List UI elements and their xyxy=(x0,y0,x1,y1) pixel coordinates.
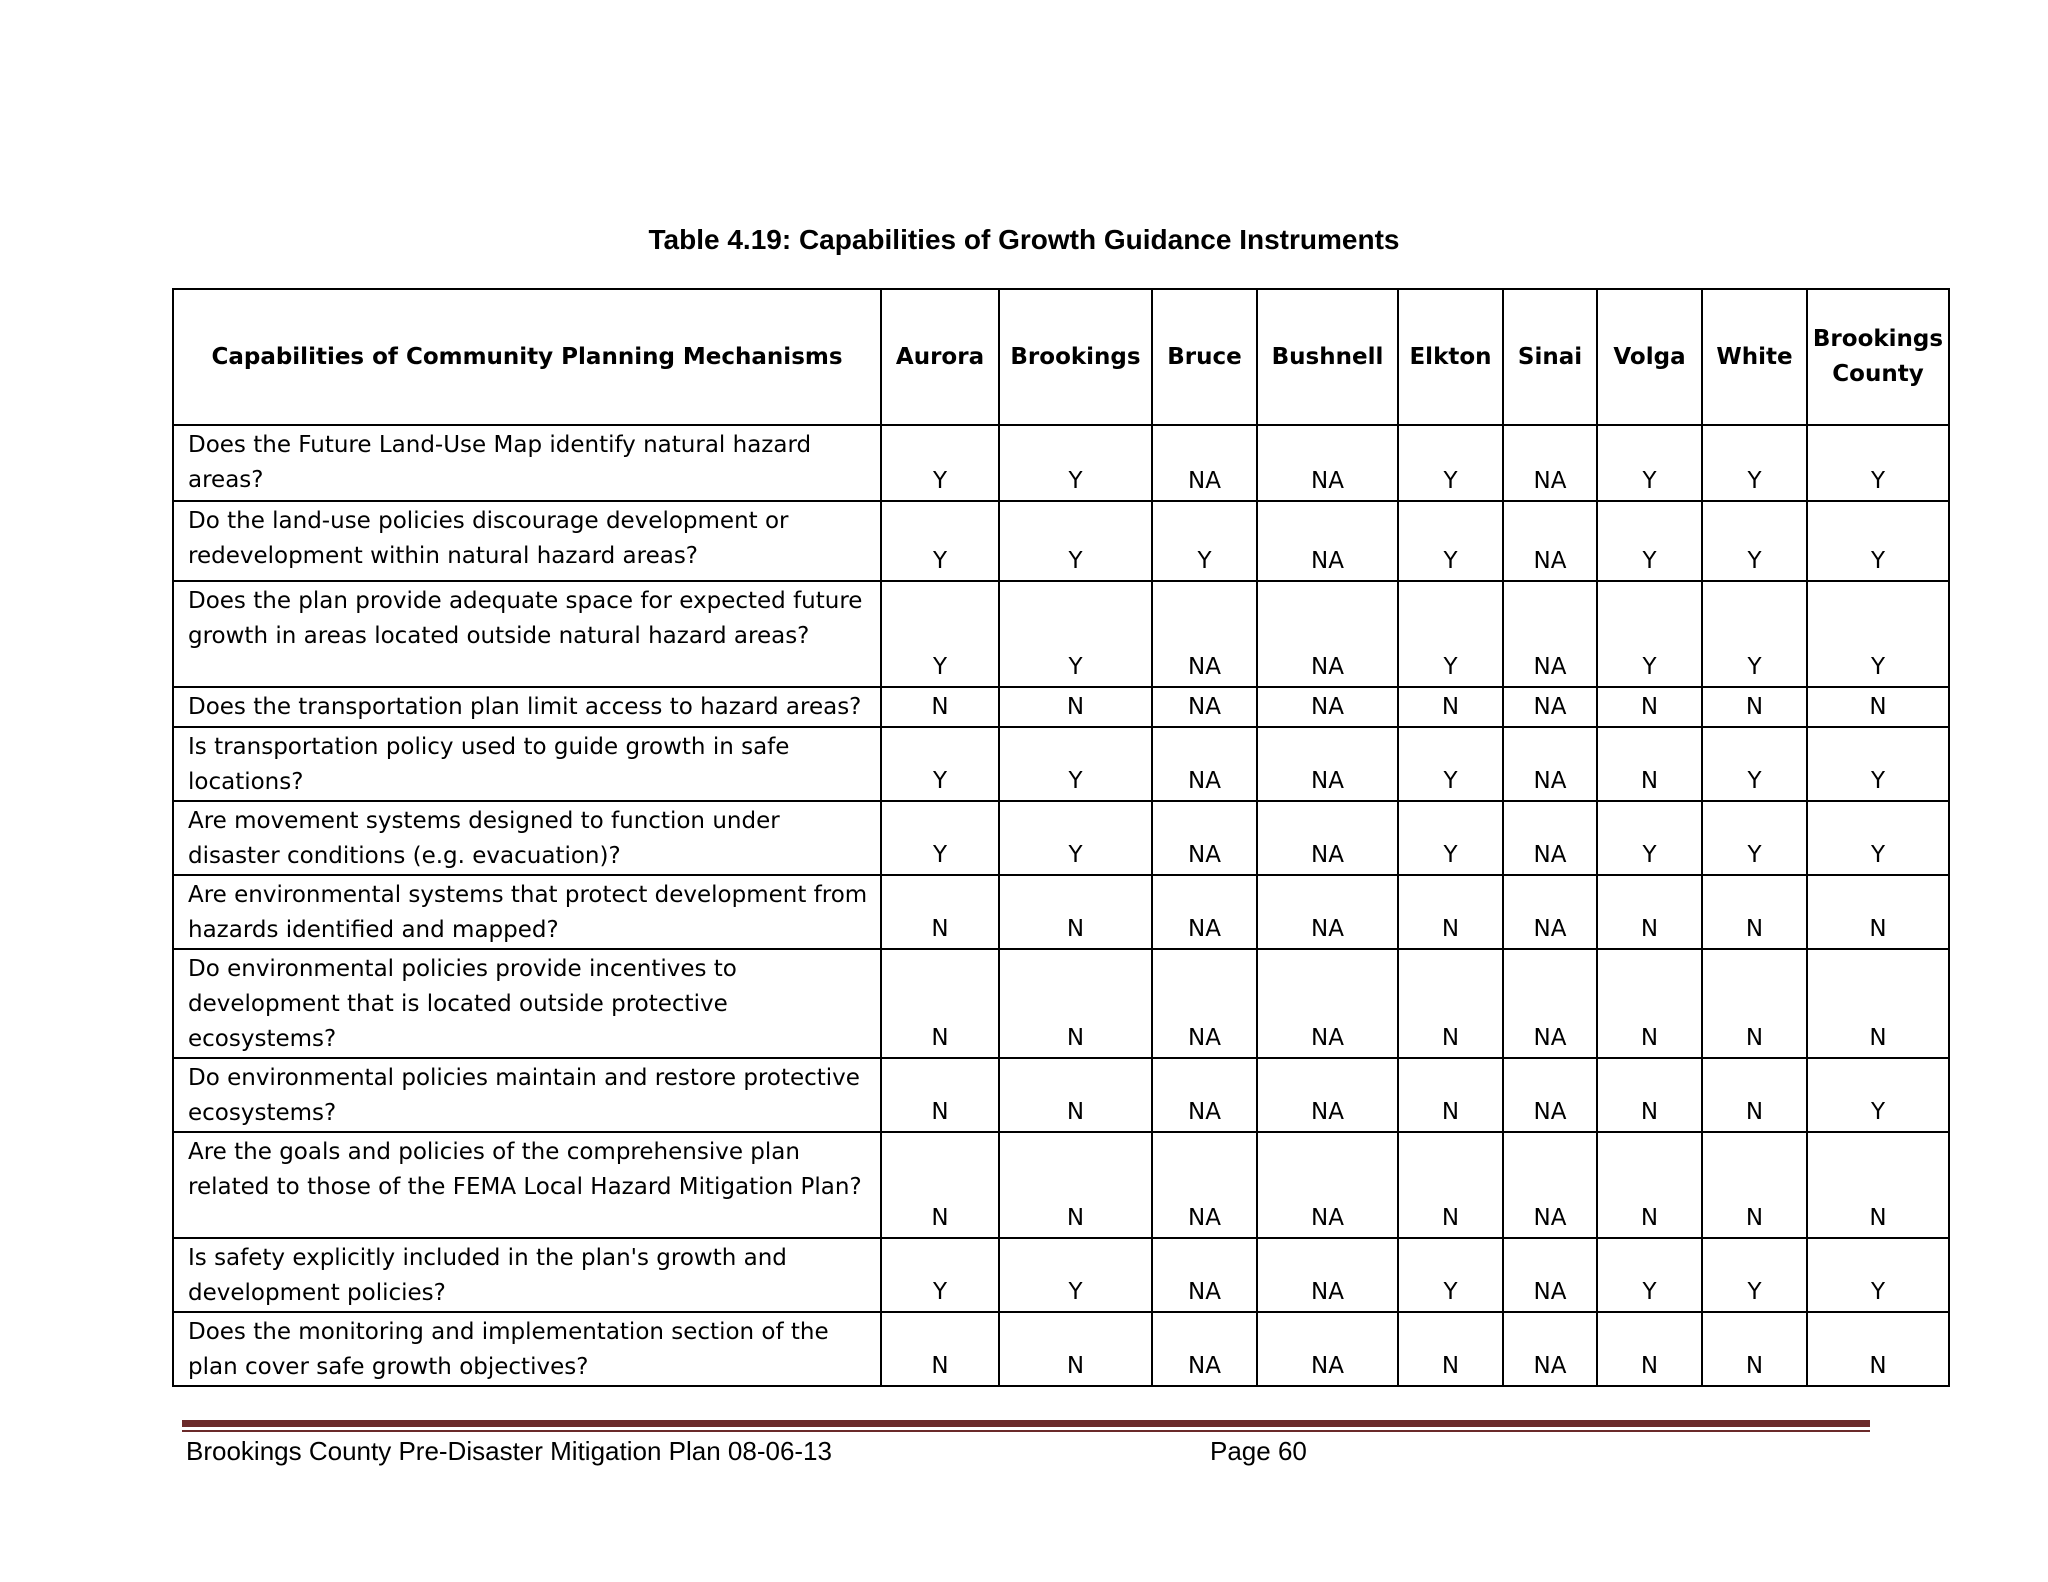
question-cell: Are the goals and policies of the comprehensive plan related to those of the FEMA Local Hazard Mitigation Plan? xyxy=(173,1132,881,1238)
value-cell: N xyxy=(1807,875,1949,949)
value-cell: Y xyxy=(881,425,999,501)
value-cell: NA xyxy=(1257,949,1398,1058)
value-cell: Y xyxy=(1702,425,1807,501)
value-cell: NA xyxy=(1503,1058,1597,1132)
value-cell: Y xyxy=(1398,501,1503,581)
value-cell: NA xyxy=(1503,727,1597,801)
column-header-bruce: Bruce xyxy=(1152,289,1257,425)
footer-page-number: Page 60 xyxy=(1210,1436,1307,1466)
value-cell: NA xyxy=(1152,425,1257,501)
value-cell: N xyxy=(1807,687,1949,727)
page-title: Table 4.19: Capabilities of Growth Guidance Instruments xyxy=(648,224,1400,255)
value-cell: Y xyxy=(1807,1058,1949,1132)
value-cell: NA xyxy=(1257,581,1398,687)
value-cell: NA xyxy=(1152,949,1257,1058)
question-cell: Is safety explicitly included in the plan's growth and development policies? xyxy=(173,1238,881,1312)
value-cell: Y xyxy=(999,581,1152,687)
value-cell: Y xyxy=(1398,727,1503,801)
value-cell: Y xyxy=(1597,581,1702,687)
value-cell: NA xyxy=(1152,875,1257,949)
value-cell: Y xyxy=(1702,581,1807,687)
value-cell: N xyxy=(1597,875,1702,949)
value-cell: NA xyxy=(1257,1132,1398,1238)
footer-document-name: Brookings County Pre-Disaster Mitigation Plan 08-06-13 xyxy=(186,1436,832,1466)
value-cell: NA xyxy=(1503,875,1597,949)
value-cell: Y xyxy=(999,1238,1152,1312)
value-cell: Y xyxy=(1807,727,1949,801)
value-cell: N xyxy=(1398,687,1503,727)
value-cell: Y xyxy=(999,501,1152,581)
value-cell: Y xyxy=(1807,801,1949,875)
value-cell: NA xyxy=(1152,727,1257,801)
value-cell: N xyxy=(1807,1132,1949,1238)
value-cell: N xyxy=(1597,1132,1702,1238)
column-header-capabilities: Capabilities of Community Planning Mechanisms xyxy=(173,289,881,425)
value-cell: N xyxy=(881,875,999,949)
value-cell: NA xyxy=(1503,1312,1597,1386)
value-cell: NA xyxy=(1503,801,1597,875)
value-cell: N xyxy=(999,1058,1152,1132)
value-cell: Y xyxy=(1807,501,1949,581)
value-cell: Y xyxy=(999,801,1152,875)
value-cell: N xyxy=(881,949,999,1058)
value-cell: N xyxy=(999,687,1152,727)
value-cell: Y xyxy=(1597,425,1702,501)
column-header-elkton: Elkton xyxy=(1398,289,1503,425)
value-cell: NA xyxy=(1152,687,1257,727)
table-body xyxy=(173,425,1949,1386)
value-cell: NA xyxy=(1503,425,1597,501)
value-cell: NA xyxy=(1257,727,1398,801)
column-header-white: White xyxy=(1702,289,1807,425)
question-cell: Are environmental systems that protect development from hazards identified and mapped? xyxy=(173,875,881,949)
value-cell: NA xyxy=(1257,801,1398,875)
table-row xyxy=(173,501,1949,581)
value-cell: N xyxy=(881,1132,999,1238)
value-cell: NA xyxy=(1257,1238,1398,1312)
value-cell: NA xyxy=(1152,1058,1257,1132)
value-cell: N xyxy=(1398,875,1503,949)
value-cell: N xyxy=(1807,949,1949,1058)
value-cell: NA xyxy=(1152,1312,1257,1386)
column-header-aurora: Aurora xyxy=(881,289,999,425)
question-cell: Does the Future Land-Use Map identify natural hazard areas? xyxy=(173,425,881,501)
value-cell: NA xyxy=(1152,801,1257,875)
value-cell: Y xyxy=(881,581,999,687)
value-cell: Y xyxy=(1702,501,1807,581)
table-row xyxy=(173,727,1949,801)
question-cell: Do the land-use policies discourage development or redevelopment within natural hazard areas? xyxy=(173,501,881,581)
value-cell: N xyxy=(999,875,1152,949)
value-cell: Y xyxy=(1807,425,1949,501)
value-cell: NA xyxy=(1503,949,1597,1058)
value-cell: N xyxy=(1702,1058,1807,1132)
value-cell: N xyxy=(999,1132,1152,1238)
capabilities-table xyxy=(172,288,1950,1387)
value-cell: Y xyxy=(1398,581,1503,687)
value-cell: N xyxy=(1702,875,1807,949)
value-cell: Y xyxy=(1398,425,1503,501)
value-cell: N xyxy=(999,1312,1152,1386)
value-cell: N xyxy=(881,1058,999,1132)
table-row xyxy=(173,1132,1949,1238)
footer-rule-thin xyxy=(182,1430,1870,1432)
value-cell: Y xyxy=(1152,501,1257,581)
value-cell: Y xyxy=(1702,801,1807,875)
table-row xyxy=(173,875,1949,949)
value-cell: N xyxy=(1398,1132,1503,1238)
value-cell: N xyxy=(1597,1312,1702,1386)
value-cell: NA xyxy=(1257,1312,1398,1386)
column-header-brookings-county: Brookings County xyxy=(1807,289,1949,425)
value-cell: N xyxy=(881,1312,999,1386)
value-cell: Y xyxy=(881,501,999,581)
value-cell: Y xyxy=(999,425,1152,501)
value-cell: NA xyxy=(1503,581,1597,687)
table-row xyxy=(173,801,1949,875)
value-cell: NA xyxy=(1257,1058,1398,1132)
value-cell: NA xyxy=(1152,1132,1257,1238)
value-cell: Y xyxy=(1398,1238,1503,1312)
column-header-volga: Volga xyxy=(1597,289,1702,425)
question-cell: Does the transportation plan limit access to hazard areas? xyxy=(173,687,881,727)
table-row xyxy=(173,687,1949,727)
value-cell: N xyxy=(1398,949,1503,1058)
question-cell: Are movement systems designed to function under disaster conditions (e.g. evacuation)? xyxy=(173,801,881,875)
value-cell: NA xyxy=(1503,1132,1597,1238)
value-cell: N xyxy=(1702,1312,1807,1386)
value-cell: N xyxy=(1597,949,1702,1058)
question-cell: Do environmental policies provide incentives to development that is located outside protective ecosystems? xyxy=(173,949,881,1058)
footer-rule xyxy=(182,1420,1870,1427)
value-cell: Y xyxy=(881,1238,999,1312)
value-cell: NA xyxy=(1257,687,1398,727)
table-row xyxy=(173,581,1949,687)
question-cell: Do environmental policies maintain and restore protective ecosystems? xyxy=(173,1058,881,1132)
table-row xyxy=(173,949,1949,1058)
value-cell: N xyxy=(1398,1058,1503,1132)
value-cell: Y xyxy=(1807,581,1949,687)
value-cell: NA xyxy=(1503,501,1597,581)
value-cell: Y xyxy=(1597,1238,1702,1312)
table-header-row xyxy=(173,289,1949,425)
column-header-sinai: Sinai xyxy=(1503,289,1597,425)
value-cell: NA xyxy=(1257,425,1398,501)
value-cell: Y xyxy=(881,801,999,875)
question-cell: Does the plan provide adequate space for expected future growth in areas located outside natural hazard areas? xyxy=(173,581,881,687)
value-cell: N xyxy=(1702,687,1807,727)
value-cell: N xyxy=(1807,1312,1949,1386)
value-cell: N xyxy=(1597,727,1702,801)
value-cell: NA xyxy=(1503,687,1597,727)
value-cell: Y xyxy=(1807,1238,1949,1312)
value-cell: N xyxy=(881,687,999,727)
table-row xyxy=(173,1312,1949,1386)
value-cell: N xyxy=(1597,1058,1702,1132)
value-cell: Y xyxy=(1597,801,1702,875)
value-cell: Y xyxy=(1398,801,1503,875)
value-cell: N xyxy=(1702,949,1807,1058)
value-cell: N xyxy=(999,949,1152,1058)
column-header-bushnell: Bushnell xyxy=(1257,289,1398,425)
table-row xyxy=(173,1058,1949,1132)
value-cell: Y xyxy=(1597,501,1702,581)
column-header-brookings: Brookings xyxy=(999,289,1152,425)
question-cell: Is transportation policy used to guide growth in safe locations? xyxy=(173,727,881,801)
value-cell: NA xyxy=(1152,1238,1257,1312)
value-cell: NA xyxy=(1503,1238,1597,1312)
value-cell: N xyxy=(1702,1132,1807,1238)
table-row xyxy=(173,1238,1949,1312)
value-cell: NA xyxy=(1257,875,1398,949)
value-cell: NA xyxy=(1152,581,1257,687)
value-cell: Y xyxy=(999,727,1152,801)
value-cell: Y xyxy=(1702,1238,1807,1312)
value-cell: N xyxy=(1597,687,1702,727)
value-cell: Y xyxy=(1702,727,1807,801)
value-cell: N xyxy=(1398,1312,1503,1386)
value-cell: NA xyxy=(1257,501,1398,581)
question-cell: Does the monitoring and implementation section of the plan cover safe growth objectives? xyxy=(173,1312,881,1386)
table-row xyxy=(173,425,1949,501)
value-cell: Y xyxy=(881,727,999,801)
